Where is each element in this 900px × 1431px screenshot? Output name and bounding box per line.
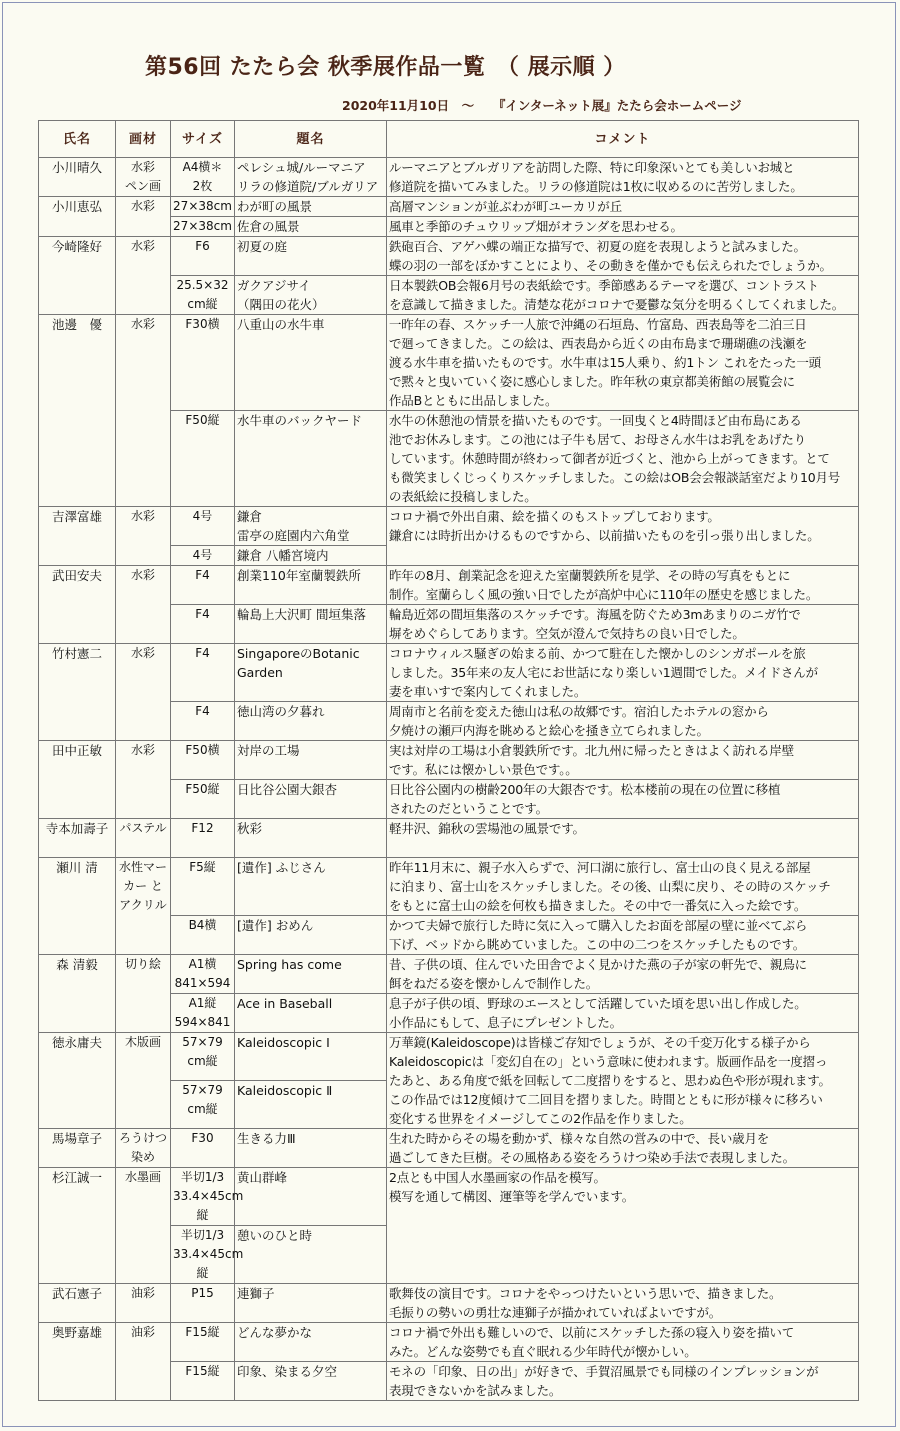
work-comment: 風車と季節のチュウリップ畑がオランダを思わせる。: [387, 217, 859, 237]
artist-name: 池邊 優: [39, 315, 116, 507]
artist-name: 寺本加壽子: [39, 819, 116, 858]
work-title: ガクアジサイ （隅田の花火）: [235, 276, 387, 315]
work-comment: 輪島近郊の間垣集落のスケッチです。海風を防ぐため3mあまりのニガ竹で 塀をめぐらしてあります。空気が澄んで気持ちの良い日でした。: [387, 605, 859, 644]
work-size: F30: [171, 1129, 235, 1168]
work-title: ペレシュ城/ルーマニア リラの修道院/ブルガリア: [235, 158, 387, 197]
work-size: A4横＊ 2枚: [171, 158, 235, 197]
artist-name: 奥野嘉雄: [39, 1323, 116, 1401]
works-table-body: [39, 158, 859, 1401]
work-title: 生きる力Ⅲ: [235, 1129, 387, 1168]
artist-name: 田中正敏: [39, 741, 116, 819]
table-row: [39, 507, 859, 546]
header-comment: コメント: [387, 121, 859, 158]
work-comment: ルーマニアとブルガリアを訪問した際、特に印象深いとても美しいお城と 修道院を描いてみました。リラの修道院は1枚に収めるのに苦労しました。: [387, 158, 859, 197]
work-title: 鎌倉 八幡宮境内: [235, 546, 387, 566]
artist-medium: 水彩: [116, 566, 171, 644]
table-row: [39, 1323, 859, 1362]
work-comment: 万華鏡(Kaleidoscope)は皆様ご存知でしょうが、その千変万化する様子から Kaleidoscopicは「変幻自在の」という意味に使われます。版画作品を一度摺っ たあと、ある角度で紙を回転して二度摺りをすると、思わぬ色や形が現れます。 この作品では12度傾けて二回目を摺りました。時間とともに形が様々に移ろい 変化する世界をイメージしてこの2作品を作りました。: [387, 1033, 859, 1129]
work-title: 佐倉の風景: [235, 217, 387, 237]
work-title: 鎌倉 雷亭の庭園内六角堂: [235, 507, 387, 546]
artist-medium: 水性マー カー と アクリル: [116, 858, 171, 955]
table-row: [39, 858, 859, 916]
artist-name: 森 清毅: [39, 955, 116, 1033]
work-size: F4: [171, 702, 235, 741]
artist-medium: 水彩: [116, 741, 171, 819]
artist-medium: 切り絵: [116, 955, 171, 1033]
artist-name: 瀬川 清: [39, 858, 116, 955]
work-comment: 2点とも中国人水墨画家の作品を模写。 模写を通して構図、運筆等を学んでいます。: [387, 1168, 859, 1284]
work-title: Kaleidoscopic Ⅱ: [235, 1081, 387, 1129]
header-medium: 画材: [116, 121, 171, 158]
artist-medium: 水彩: [116, 507, 171, 566]
work-comment: 一昨年の春、スケッチ一人旅で沖縄の石垣島、竹富島、西表島等を二泊三日 で廻ってきました。この絵は、西表島から近くの由布島まで珊瑚礁の浅瀬を 渡る水牛車を描いたものです。水牛車は15人乗り、約1トン これをたった一頭 で黙々と曳いていく姿に感心しました。昨年秋の東京都美術館の展覧会に 作品Bとともに出品しました。: [387, 315, 859, 411]
work-size: F50横: [171, 741, 235, 780]
table-row: [39, 197, 859, 217]
work-title: 憩いのひと時: [235, 1226, 387, 1284]
work-title: SingaporeのBotanic Garden: [235, 644, 387, 702]
work-comment: コロナウィルス騒ぎの始まる前、かつて駐在した懐かしのシンガポールを旅 しました。35年来の友人宅にお世話になり楽しい1週間でした。メイドさんが 妻を車いすで案内してくれました。: [387, 644, 859, 702]
work-comment: 周南市と名前を変えた徳山は私の故郷です。宿泊したホテルの窓から 夕焼けの瀬戸内海を眺めると絵心を掻き立てられました。: [387, 702, 859, 741]
work-size: F50縦: [171, 780, 235, 819]
work-comment: 昔、子供の頃、住んでいた田舎でよく見かけた燕の子が家の軒先で、親鳥に 餌をねだる姿を懐かしんで制作した。: [387, 955, 859, 994]
artist-name: 徳永庸夫: [39, 1033, 116, 1129]
work-size: F4: [171, 644, 235, 702]
work-title: 秋彩: [235, 819, 387, 858]
artist-name: 武田安夫: [39, 566, 116, 644]
table-row: [39, 741, 859, 780]
artist-name: 竹村憲二: [39, 644, 116, 741]
work-size: P15: [171, 1284, 235, 1323]
artist-medium: 水彩: [116, 315, 171, 507]
work-title: [遺作] ふじさん: [235, 858, 387, 916]
artist-name: 今崎隆好: [39, 237, 116, 315]
work-title: Ace in Baseball: [235, 994, 387, 1033]
artist-name: 小川恵弘: [39, 197, 116, 237]
work-title: 初夏の庭: [235, 237, 387, 276]
work-title: 日比谷公園大銀杏: [235, 780, 387, 819]
work-size: A1縦 594×841: [171, 994, 235, 1033]
work-size: 半切1/3 33.4×45cm縦: [171, 1226, 235, 1284]
table-row: [39, 1168, 859, 1226]
work-comment: 歌舞伎の演目です。コロナをやっつけたいという思いで、描きました。 毛振りの勢いの勇壮な連獅子が描かれていればよいですが。: [387, 1284, 859, 1323]
work-size: F30横: [171, 315, 235, 411]
page-subtitle: 2020年11月10日 ～ 『インターネット展』たたら会ホームページ: [342, 98, 742, 113]
work-size: 27×38cm: [171, 197, 235, 217]
table-row: [39, 1129, 859, 1168]
artist-medium: パステル: [116, 819, 171, 858]
work-comment: 日比谷公園内の樹齢200年の大銀杏です。松本楼前の現在の位置に移植 されたのだということです。: [387, 780, 859, 819]
work-title: 輪島上大沢町 間垣集落: [235, 605, 387, 644]
work-title: 水牛車のバックヤード: [235, 411, 387, 507]
work-title: どんな夢かな: [235, 1323, 387, 1362]
table-row: [39, 315, 859, 411]
work-size: F15縦: [171, 1362, 235, 1401]
header-row: [39, 121, 859, 158]
table-row: [39, 566, 859, 605]
work-size: A1横 841×594: [171, 955, 235, 994]
work-size: 25.5×32 cm縦: [171, 276, 235, 315]
work-size: 57×79 cm縦: [171, 1081, 235, 1129]
header-name: 氏名: [39, 121, 116, 158]
work-size: 4号: [171, 546, 235, 566]
header-title: 題名: [235, 121, 387, 158]
table-row: [39, 644, 859, 702]
work-title: 連獅子: [235, 1284, 387, 1323]
table-row: [39, 819, 859, 858]
page-title: 第56回 たたら会 秋季展作品一覧 （ 展示順 ）: [145, 55, 626, 80]
header-size: サイズ: [171, 121, 235, 158]
works-table: [38, 120, 859, 1401]
work-comment: 昨年11月末に、親子水入らずで、河口湖に旅行し、富士山の良く見える部屋 に泊まり、富士山をスケッチしました。その後、山梨に戻り、その時のスケッチ をもとに富士山の絵を何枚も描きました。その中で一番気に入った絵です。: [387, 858, 859, 916]
work-size: F5縦: [171, 858, 235, 916]
work-size: B4横: [171, 916, 235, 955]
work-title: Kaleidoscopic Ⅰ: [235, 1033, 387, 1081]
work-size: F4: [171, 605, 235, 644]
work-comment: かつて夫婦で旅行した時に気に入って購入したお面を部屋の壁に並べてぶら 下げ、ベッドから眺めていました。この中の二つをスケッチしたものです。: [387, 916, 859, 955]
work-size: F15縦: [171, 1323, 235, 1362]
work-title: 八重山の水牛車: [235, 315, 387, 411]
artist-name: 吉澤富雄: [39, 507, 116, 566]
work-comment: 軽井沢、錦秋の雲場池の風景です。: [387, 819, 859, 858]
work-size: F12: [171, 819, 235, 858]
work-size: 4号: [171, 507, 235, 546]
work-comment: 息子が子供の頃、野球のエースとして活躍していた頃を思い出し作成した。 小作品にもして、息子にプレゼントした。: [387, 994, 859, 1033]
work-size: F4: [171, 566, 235, 605]
work-comment: 実は対岸の工場は小倉製鉄所です。北九州に帰ったときはよく訪れる岸壁 です。私には懐かしい景色です。。: [387, 741, 859, 780]
work-size: 27×38cm: [171, 217, 235, 237]
work-comment: コロナ禍で外出自粛、絵を描くのもストップしております。 鎌倉には時折出かけるものですから、以前描いたものを引っ張り出しました。: [387, 507, 859, 566]
artist-medium: 水彩 ペン画: [116, 158, 171, 197]
artist-name: 武石憲子: [39, 1284, 116, 1323]
table-row: [39, 1033, 859, 1081]
artist-name: 小川晴久: [39, 158, 116, 197]
artist-medium: 油彩: [116, 1323, 171, 1401]
work-size: 57×79 cm縦: [171, 1033, 235, 1081]
work-title: 黄山群峰: [235, 1168, 387, 1226]
artist-medium: 水彩: [116, 644, 171, 741]
artist-medium: 木版画: [116, 1033, 171, 1129]
work-title: Spring has come: [235, 955, 387, 994]
artist-medium: 油彩: [116, 1284, 171, 1323]
work-title: 徳山湾の夕暮れ: [235, 702, 387, 741]
artist-medium: 水墨画: [116, 1168, 171, 1284]
work-size: F6: [171, 237, 235, 276]
work-comment: モネの「印象、日の出」が好きで、手賀沼風景でも同様のインプレッションが 表現できないかを試みました。: [387, 1362, 859, 1401]
artist-name: 馬場章子: [39, 1129, 116, 1168]
work-title: わが町の風景: [235, 197, 387, 217]
work-size: 半切1/3 33.4×45cm縦: [171, 1168, 235, 1226]
artist-medium: ろうけつ 染め: [116, 1129, 171, 1168]
artist-name: 杉江誠一: [39, 1168, 116, 1284]
work-title: [遺作] おめん: [235, 916, 387, 955]
work-comment: 日本製鉄OB会報6月号の表紙絵です。季節感あるテーマを選び、コントラスト を意識して描きました。清楚な花がコロナで憂鬱な気分を明るくしてくれました。: [387, 276, 859, 315]
artist-medium: 水彩: [116, 197, 171, 237]
work-comment: 鉄砲百合、アゲハ蝶の端正な描写で、初夏の庭を表現しようと試みました。 蝶の羽の一部をぼかすことにより、その動きを僅かでも伝えられたでしょうか。: [387, 237, 859, 276]
work-comment: 昨年の8月、創業記念を迎えた室蘭製鉄所を見学、その時の写真をもとに 制作。室蘭らしく風の強い日でしたが高炉中心に110年の歴史を感じました。: [387, 566, 859, 605]
work-title: 創業110年室蘭製鉄所: [235, 566, 387, 605]
table-row: [39, 158, 859, 197]
table-row: [39, 1284, 859, 1323]
artist-medium: 水彩: [116, 237, 171, 315]
work-title: 対岸の工場: [235, 741, 387, 780]
work-title: 印象、染まる夕空: [235, 1362, 387, 1401]
work-size: F50縦: [171, 411, 235, 507]
table-row: [39, 955, 859, 994]
table-row: [39, 237, 859, 276]
work-comment: 高層マンションが並ぶわが町ユーカリが丘: [387, 197, 859, 217]
work-comment: コロナ禍で外出も難しいので、以前にスケッチした孫の寝入り姿を描いて みた。どんな姿勢でも直ぐ眠れる少年時代が懐かしい。: [387, 1323, 859, 1362]
work-comment: 水牛の休憩池の情景を描いたものです。一回曳くと4時間ほど由布島にある 池でお休みします。この池には子牛も居て、お母さん水牛はお乳をあげたり しています。休憩時間が終わって御者が近づくと、池から上がってきます。とて も微笑ましくじっくりスケッチしました。この絵はOB会会報談話室だより10月号 の表紙絵に投稿しました。: [387, 411, 859, 507]
work-comment: 生れた時からその場を動かず、様々な自然の営みの中で、長い歳月を 過ごしてきた巨樹。その風格ある姿をろうけつ染め手法で表現しました。: [387, 1129, 859, 1168]
